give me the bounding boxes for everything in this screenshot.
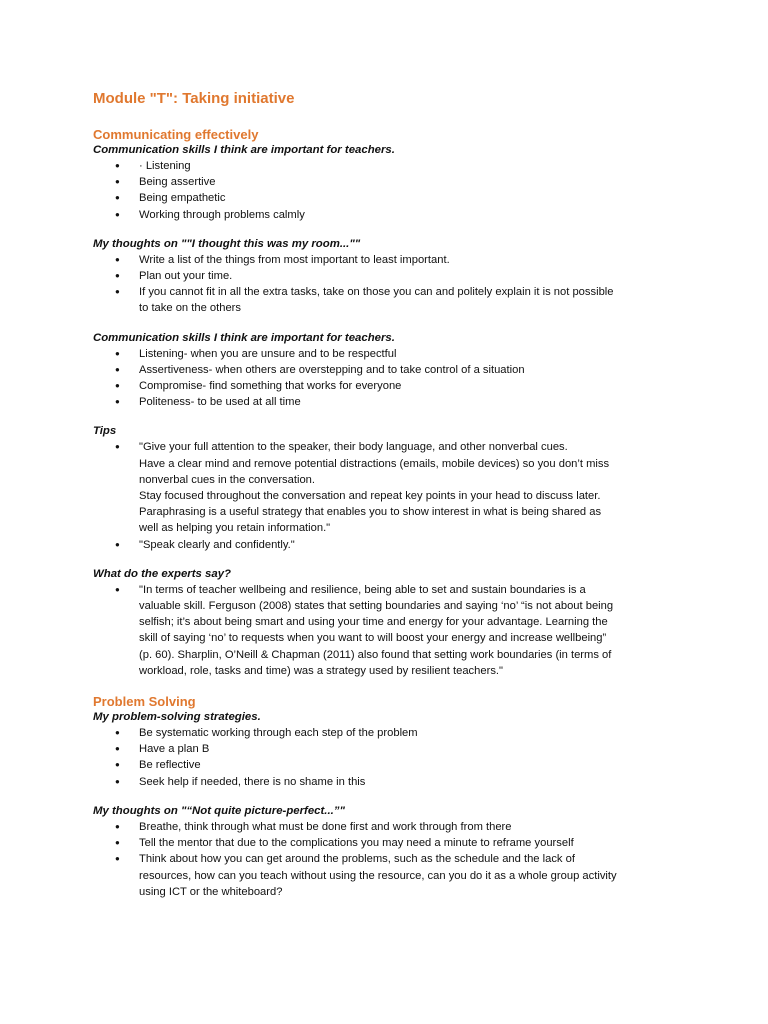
bullet-item: ● Write a list of the things from most important to least important. <box>93 252 688 268</box>
bullet-item: ● Listening- when you are unsure and to be respectful <box>93 346 688 362</box>
section-heading: Communicating effectively <box>93 127 259 142</box>
bullet-item: ● Working through problems calmly <box>93 207 688 223</box>
block-heading: My thoughts on ""I thought this was my room..."" <box>93 237 361 250</box>
block-heading: What do the experts say? <box>93 567 231 580</box>
bullet-list <box>93 158 688 223</box>
content-block <box>93 424 688 552</box>
bullet-item: ● If you cannot fit in all the extra tasks, take on those you can and politely explain it is not possible to take on the others <box>93 284 688 316</box>
bullet-item: ● "Speak clearly and confidently." <box>93 537 688 553</box>
section <box>93 126 688 679</box>
block-heading: My problem-solving strategies. <box>93 711 261 724</box>
bullet-item: ● Have a plan B <box>93 741 688 757</box>
bullet-list <box>93 252 688 317</box>
content-block <box>93 331 688 411</box>
bullet-item: ● Being assertive <box>93 174 688 190</box>
bullet-list <box>93 346 688 411</box>
content-block <box>93 237 688 317</box>
bullet-item: ● Be systematic working through each step of the problem <box>93 725 688 741</box>
block-heading: Tips <box>93 425 117 438</box>
bullet-list <box>93 819 688 900</box>
section <box>93 693 688 900</box>
block-heading: Communication skills I think are important for teachers. <box>93 331 395 344</box>
bullet-item: ● Seek help if needed, there is no shame in this <box>93 774 688 790</box>
block-heading: My thoughts on "“Not quite picture-perfect...”" <box>93 804 345 817</box>
bullet-item: ● Tell the mentor that due to the complications you may need a minute to reframe yourself <box>93 835 688 851</box>
content-block <box>93 567 688 679</box>
bullet-item: ● Be reflective <box>93 757 688 773</box>
bullet-item: ● · Listening <box>93 158 688 174</box>
bullet-list <box>93 725 688 790</box>
bullet-item: ● Plan out your time. <box>93 268 688 284</box>
document-body <box>93 126 688 900</box>
bullet-item: ● "In terms of teacher wellbeing and resilience, being able to set and sustain boundaries is a valuable skill. Ferguson (2008) states that setting boundaries and saying ‘no’ “is not about being selfish; it’s about being smart and using your time and energy for your advantage. Learning the skill of saying ‘no’ to requests when you want to will boost your energy and increase wellbeing” (p. 60). Sharplin, O’Neill & Chapman (2011) also found that setting work boundaries (in terms of workload, role, tasks and time) was a strategy used by resilient teachers." <box>93 582 688 679</box>
bullet-item: ● Being empathetic <box>93 190 688 206</box>
content-block <box>93 710 688 790</box>
bullet-item: ● "Give your full attention to the speaker, their body language, and other nonverbal cues. Have a clear mind and remove potential distractions (emails, mobile devices) so you don’t miss nonverbal cues in the conversation. Stay focused throughout the conversation and repeat key points in your head to discuss later. Paraphrasing is a useful strategy that enables you to show interest in what is being shared as well as helping you retain information." <box>93 439 688 536</box>
bullet-item: ● Breathe, think through what must be done first and work through from there <box>93 819 688 835</box>
bullet-list <box>93 582 688 679</box>
content-block <box>93 143 688 223</box>
document-title: Module "T": Taking initiative <box>93 90 295 107</box>
bullet-item: ● Politeness- to be used at all time <box>93 394 688 410</box>
bullet-list <box>93 439 688 552</box>
bullet-item: ● Assertiveness- when others are overstepping and to take control of a situation <box>93 362 688 378</box>
section-heading: Problem Solving <box>93 694 196 710</box>
content-block <box>93 804 688 900</box>
bullet-item: ● Compromise- find something that works for everyone <box>93 378 688 394</box>
bullet-item: ● Think about how you can get around the problems, such as the schedule and the lack of resources, how can you teach without using the resource, can you do it as a whole group activity using ICT or the whiteboard? <box>93 851 688 900</box>
block-heading: Communication skills I think are important for teachers. <box>93 144 395 156</box>
